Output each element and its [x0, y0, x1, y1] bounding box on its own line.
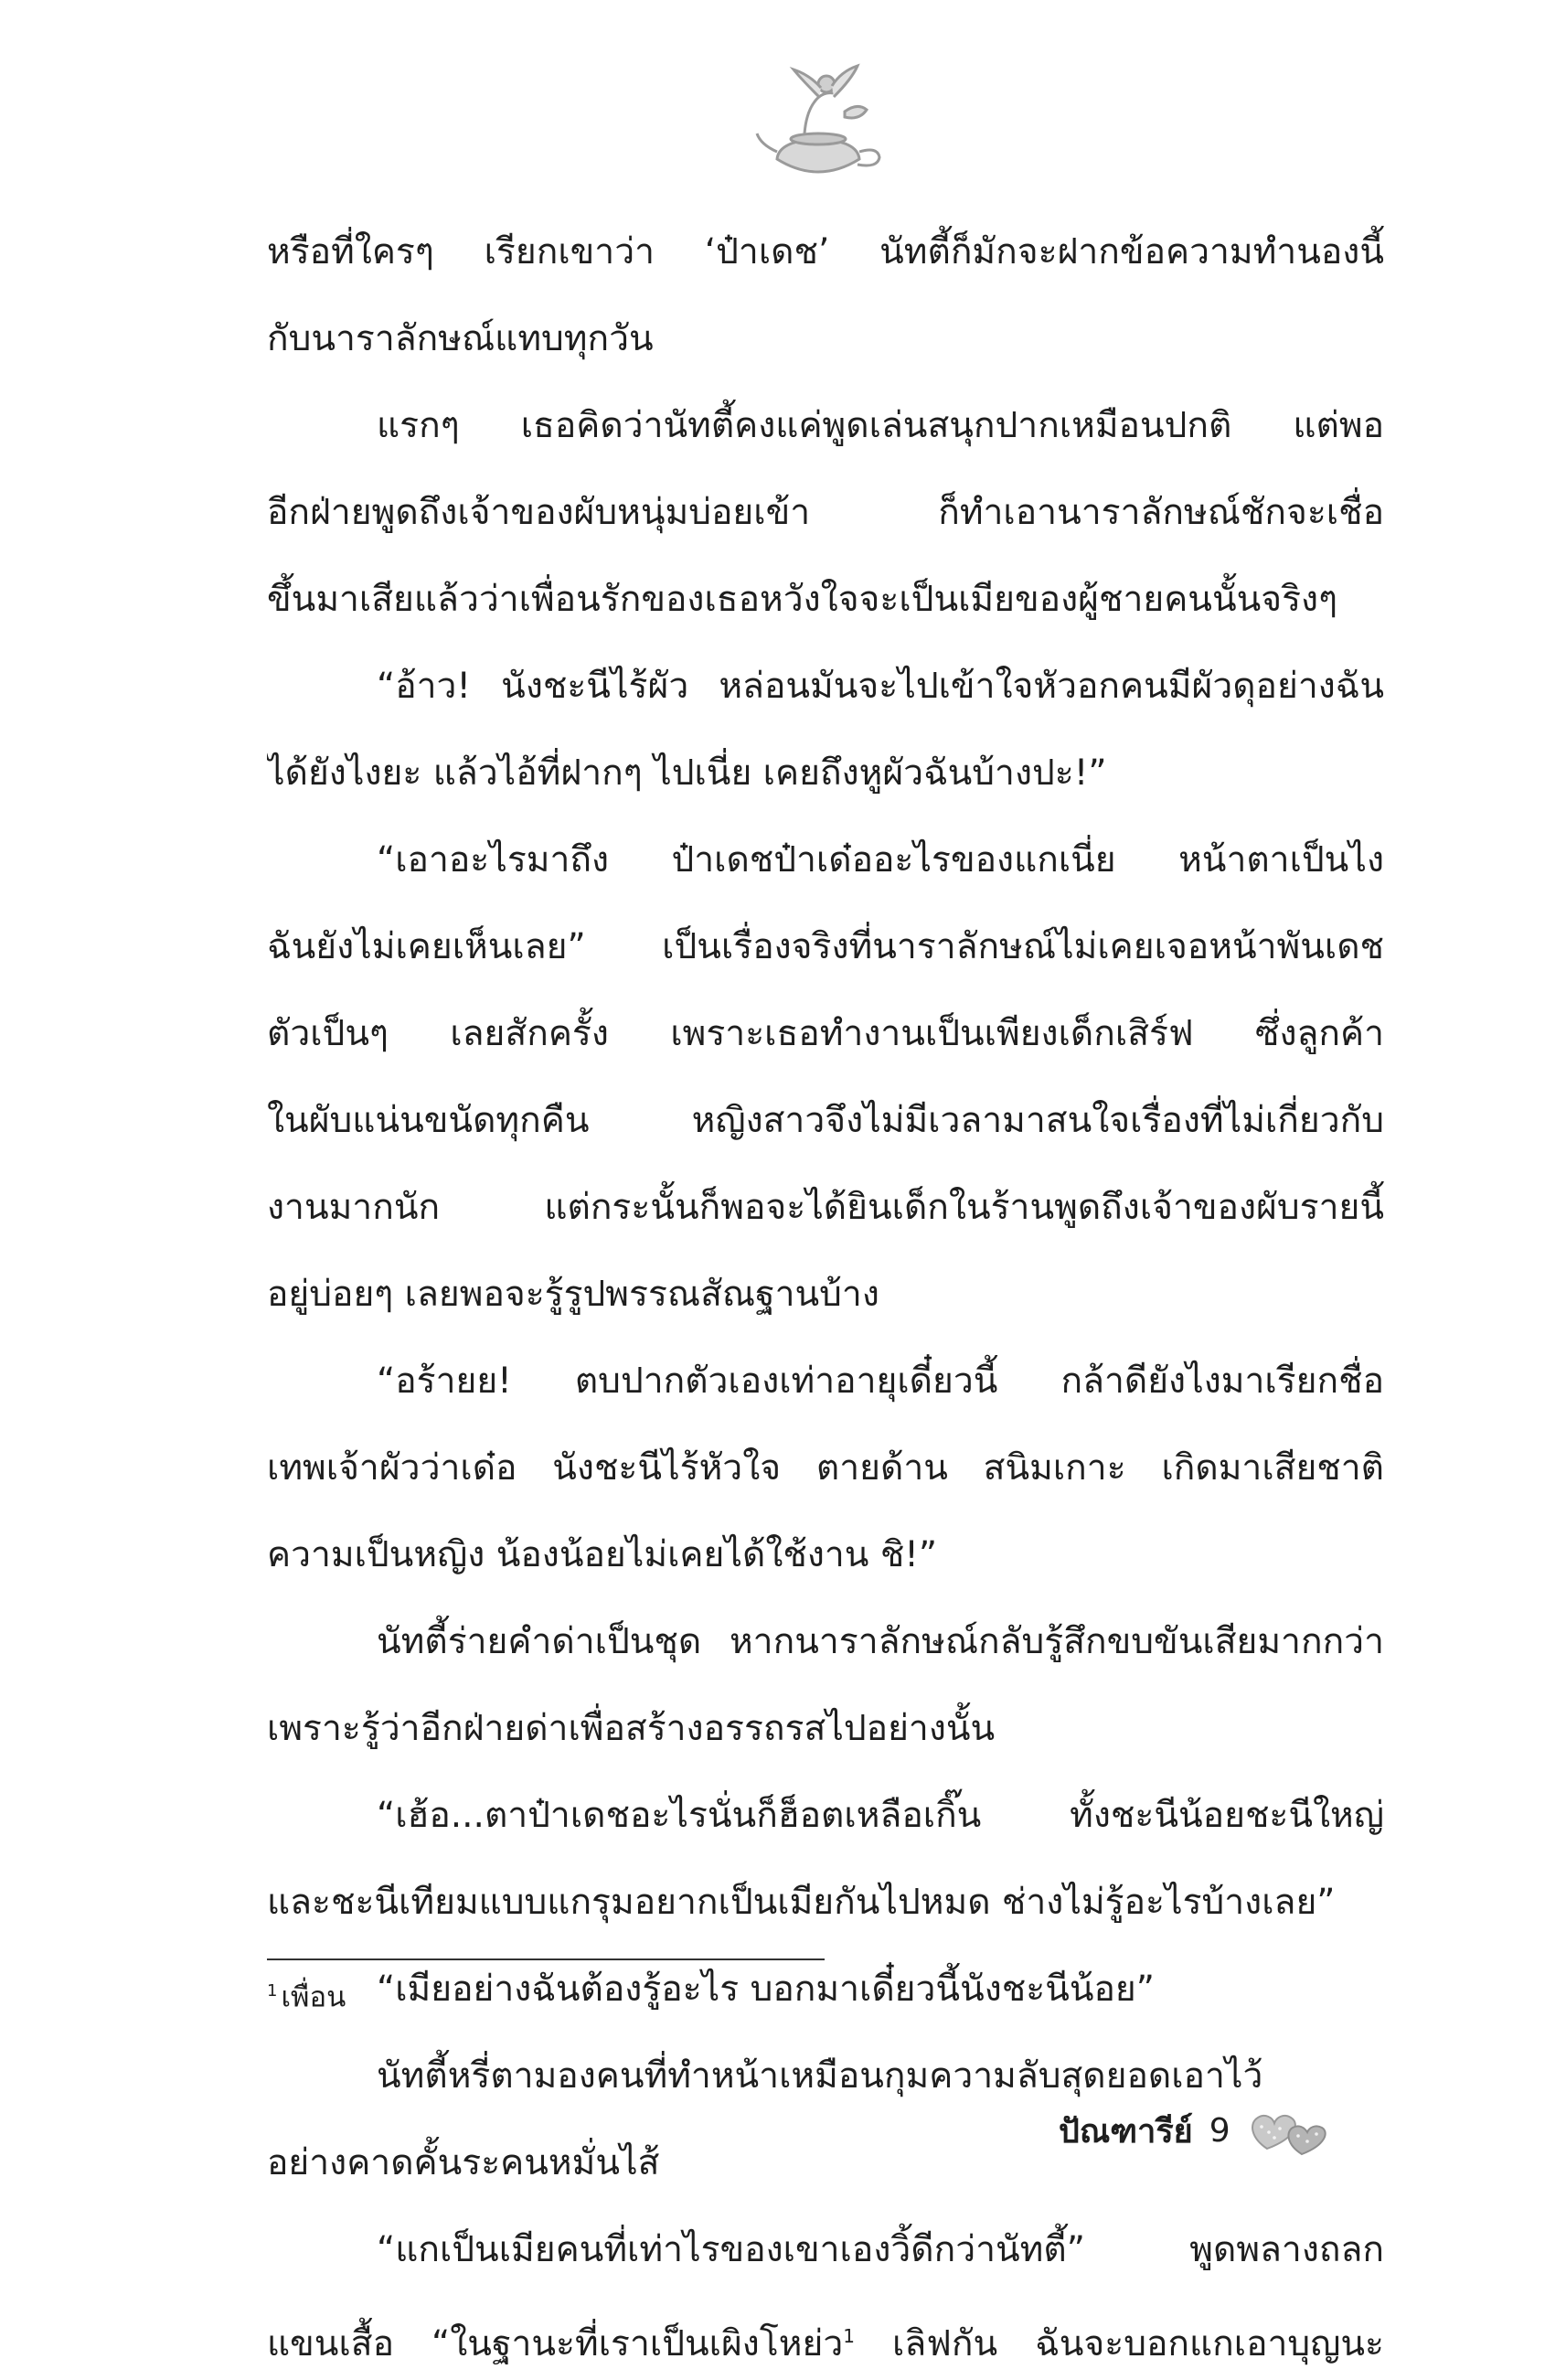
page-number: 9	[1209, 2111, 1230, 2150]
text-line: ในผับแน่นขนัดทุกคืน หญิงสาวจึงไม่มีเวลามาสนใจเรื่องที่ไม่เกี่ยวกับ	[267, 1100, 1384, 1141]
text-line: แรกๆ เธอคิดว่านัทตี้คงแค่พูดเล่นสนุกปากเหมือนปกติ แต่พอ	[377, 405, 1384, 446]
text-line: “อ้าว! นังชะนีไร้ผัว หล่อนมันจะไปเข้าใจหัวอกคนมีผัวดุอย่างฉัน	[377, 666, 1384, 707]
text-line: “เมียอย่างฉันต้องรู้อะไร บอกมาเดี๋ยวนี้นังชะนีน้อย”	[377, 1969, 1155, 2010]
text-line: อยู่บ่อยๆ เลยพอจะรู้รูปพรรณสัณฐานบ้าง	[267, 1274, 879, 1315]
footnote	[267, 1971, 346, 2017]
text-line: อย่างคาดคั้นระคนหมั่นไส้	[267, 2142, 660, 2183]
text-line: “แกเป็นเมียคนที่เท่าไรของเขาเองวิ้ดีกว่านัทตี้” พูดพลางถลก	[377, 2229, 1384, 2270]
text-line: หรือที่ใครๆ เรียกเขาว่า ‘ป๋าเดช’ นัทตี้ก็มักจะฝากข้อความทำนองนี้	[267, 231, 1384, 272]
text-line: “อร้ายย! ตบปากตัวเองเท่าอายุเดี๋ยวนี้ กล้าดียังไงมาเรียกชื่อ	[377, 1361, 1384, 1402]
text-line: และชะนีเทียมแบบแกรุมอยากเป็นเมียกันไปหมด ช่างไม่รู้อะไรบ้างเลย”	[267, 1882, 1336, 1923]
text-line: ได้ยังไงยะ แล้วไอ้ที่ฝากๆ ไปเนี่ย เคยถึงหูผัวฉันบ้างปะ!”	[267, 752, 1107, 794]
body-text	[267, 208, 1384, 2380]
book-title: ปัณฑารีย์	[1059, 2112, 1193, 2151]
text-line: เพราะรู้ว่าอีกฝ่ายด่าเพื่อสร้างอรรถรสไปอย่างนั้น	[267, 1708, 996, 1749]
text-line: นัทตี้หรี่ตามองคนที่ทำหน้าเหมือนกุมความลับสุดยอดเอาไว้	[377, 2055, 1263, 2097]
page-footer	[1059, 2103, 1327, 2158]
text-segment: เลิฟกัน ฉันจะบอกแกเอาบุญนะ	[854, 2323, 1384, 2364]
footnote-divider	[267, 1958, 825, 1960]
text-line: ความเป็นหญิง น้องน้อยไม่เคยได้ใช้งาน ชิ!”	[267, 1534, 938, 1575]
text-line: “เอาอะไรมาถึง ป๋าเดชป๋าเด๋ออะไรของแกเนี่ย หน้าตาเป็นไง	[377, 839, 1384, 880]
footnote-text: เพื่อน	[281, 1980, 346, 2014]
footnote-reference: 1	[843, 2325, 855, 2347]
text-segment: แขนเสื้อ “ในฐานะที่เราเป็นเผิงโหย่ว	[267, 2323, 844, 2364]
text-line: งานมากนัก แต่กระนั้นก็พอจะได้ยินเด็กในร้านพูดถึงเจ้าของผับรายนี้	[267, 1187, 1384, 1228]
text-line	[267, 2293, 1384, 2380]
hearts-icon	[1247, 2103, 1327, 2158]
teapot-fairy-ornament-icon	[750, 57, 887, 194]
text-line: “เฮ้อ...ตาป๋าเดชอะไรนั่นก็ฮ็อตเหลือเกิ๊น ทั้งชะนีน้อยชะนีใหญ่	[377, 1795, 1384, 1836]
text-line: ตัวเป็นๆ เลยสักครั้ง เพราะเธอทำงานเป็นเพียงเด็กเสิร์ฟ ซึ่งลูกค้า	[267, 1013, 1384, 1054]
text-line: นัทตี้ร่ายคำด่าเป็นชุด หากนาราลักษณ์กลับรู้สึกขบขันเสียมากกว่า	[377, 1621, 1384, 1662]
text-line: ฉันยังไม่เคยเห็นเลย” เป็นเรื่องจริงที่นาราลักษณ์ไม่เคยเจอหน้าพันเดช	[267, 926, 1384, 967]
text-line: กับนาราลักษณ์แทบทุกวัน	[267, 318, 654, 359]
footnote-marker: 1	[267, 1981, 278, 2001]
text-line: เทพเจ้าผัวว่าเด๋อ นังชะนีไร้หัวใจ ตายด้าน สนิมเกาะ เกิดมาเสียชาติ	[267, 1447, 1384, 1489]
text-line: อีกฝ่ายพูดถึงเจ้าของผับหนุ่มบ่อยเข้า ก็ทำเอานาราลักษณ์ชักจะเชื่อ	[267, 492, 1384, 533]
text-line: ขึ้นมาเสียแล้วว่าเพื่อนรักของเธอหวังใจจะเป็นเมียของผู้ชายคนนั้นจริงๆ	[267, 579, 1338, 620]
